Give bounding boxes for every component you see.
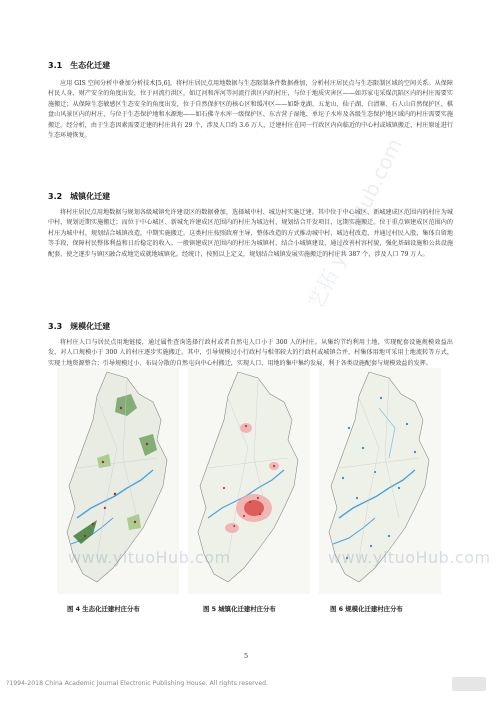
watermark-text-1: www.yituoHub.com [68,548,231,567]
section-paragraph-3-2: 将村庄居民点用地数据与规划各级城镇允许建设区的数据叠加，选择城中村、城边村实施迁建。其中位于中心城区、新城建成区范围内的村庄为城中村，规划近期实施搬迁；而位于中心城区、新城允许建成区范围内的村庄为城边村，规划结合开发项目，远期实施搬迁。位于重点镇建成区范围内的村庄为城中村，规划结合城镇改造，中期实施搬迁。这类村庄按照政府主导，整体改造的方式推动城中村、城边村改造，并通过村民入股、集体自留地等手段，保障村民整体利益和日后稳定的收入。一般镇建成区范围内的村庄为城镇村，结合小城镇建设，通过改善村容村貌，强化基础设施和公共设施配套，使之逐步与镇区融合成地完成就地城镇化。经统计，按照以上定义，规划结合城镇发展实施搬迁的村庄共 387 个，涉及人口 79 万人。 [48,209,453,258]
figure-4-caption: 图 4 生态化迁建村庄分布 [67,605,140,613]
section-paragraph-3-1: 应用 GIS 空间分析中叠加分析技术[5,6]，将村庄居民点用地数据与生态限制条件数据叠加，分析村庄居民点与生态限制区域的空间关系。从保障村民人身、财产安全的角度出发，位于河流行洪区，如辽河和浑河等河流行洪区内的村庄，与位于地质灾害区——如苏家屯采煤沉陷区内的村庄需要实施搬迁；从保障生态敏感区生态安全的角度出发，位于自然保护区的核心区和缓冲区——如卧龙湖、五龙山、仙子湖、白清寨、石人山自然保护区、棋盘山风景区内的村庄，与位于生态保护地和水源地——如石佛寺水库一级保护区、东古营子湿地、单坨子水库及各级生态保护地区域内的村庄需要实施搬迁。经分析，由于生态因素需要迁建的村庄共有 29 个，涉及人口约 3.6 万人，迁建村庄在同一行政区内向临近的中心村或城镇搬迁，村庄原址进行生态环境恢复。 [48,80,453,140]
figure-5-caption: 图 5 城镇化迁建村庄分布 [203,605,276,613]
watermark-text-2: www.yituoHub.com [328,548,491,567]
section-paragraph-3-3: 将村庄人口与居民点用地链接，通过属性查询选择行政村或者自然屯人口小于 300 人的村庄。从集约节约利用土地，实现配套设施规模效益出发，对人口规模小于 300 人的村庄逐步实施搬迁。其中，引导规模过小行政村与相邻较大的行政村或城镇合并，村集体用地可采用土地流转等方式，实现土地资源整合；引导规模过小、布局分散的自然屯向中心村搬迁，实现人口、用地的集中集约发展，利于各类设施配套与规模效益的发挥。 [48,339,453,367]
corner-logo-icon [452,677,486,691]
section-heading-3-2: 3.2 城镇化迁建 [48,192,111,201]
copyright-footer: ?1994-2018 China Academic Journal Electronic Publishing House. All rights reserved. [6,680,269,687]
section-heading-3-3: 3.3 规模化迁建 [48,322,111,331]
page-number: 5 [244,652,249,660]
figure-6-caption: 图 6 规模化迁建村庄分布 [330,605,403,613]
section-heading-3-1: 3.1 生态化迁建 [48,61,111,70]
watermark-diagonal: 艺拓 yituoHub.com [303,134,407,313]
